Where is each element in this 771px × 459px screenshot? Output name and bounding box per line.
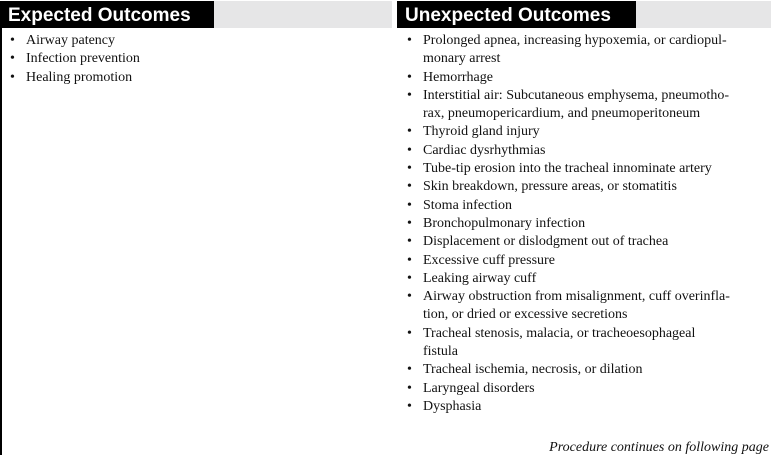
- list-item: • Cardiac dysrhythmias: [405, 142, 771, 160]
- list-item: • Healing promotion: [8, 69, 140, 87]
- list-item: • Displacement or dislodgment out of trachea: [405, 233, 771, 251]
- list-item: • Leaking airway cuff: [405, 270, 771, 288]
- list-item: • Tracheal stenosis, malacia, or tracheoesophageal fistula: [405, 325, 771, 362]
- list-item: • Excessive cuff pressure: [405, 252, 771, 270]
- expected-outcomes-header: [0, 1, 392, 28]
- list-item: • Tube-tip erosion into the tracheal innominate artery: [405, 160, 771, 178]
- expected-outcomes-list: [8, 32, 140, 87]
- list-item: • Hemorrhage: [405, 69, 771, 87]
- column-divider: [0, 28, 2, 455]
- expected-outcomes-title: Expected Outcomes: [0, 1, 214, 28]
- list-item: • Infection prevention: [8, 50, 140, 68]
- list-item: • Bronchopulmonary infection: [405, 215, 771, 233]
- list-item: • Stoma infection: [405, 197, 771, 215]
- list-item: • Dysphasia: [405, 398, 771, 416]
- list-item: • Airway obstruction from misalignment, cuff overinfla- tion, or dried or excessive secretions: [405, 288, 771, 325]
- list-item: • Interstitial air: Subcutaneous emphysema, pneumotho- rax, pneumopericardium, and pneumoperitoneum: [405, 87, 771, 124]
- unexpected-outcomes-list: [405, 32, 771, 416]
- unexpected-outcomes-title: Unexpected Outcomes: [397, 1, 636, 28]
- list-item: • Tracheal ischemia, necrosis, or dilation: [405, 361, 771, 379]
- continuation-note: Procedure continues on following page: [549, 440, 769, 455]
- list-item: • Thyroid gland injury: [405, 123, 771, 141]
- list-item: • Airway patency: [8, 32, 140, 50]
- list-item: • Prolonged apnea, increasing hypoxemia, or cardiopul- monary arrest: [405, 32, 771, 69]
- list-item: • Laryngeal disorders: [405, 380, 771, 398]
- unexpected-outcomes-header: [397, 1, 771, 28]
- list-item: • Skin breakdown, pressure areas, or stomatitis: [405, 178, 771, 196]
